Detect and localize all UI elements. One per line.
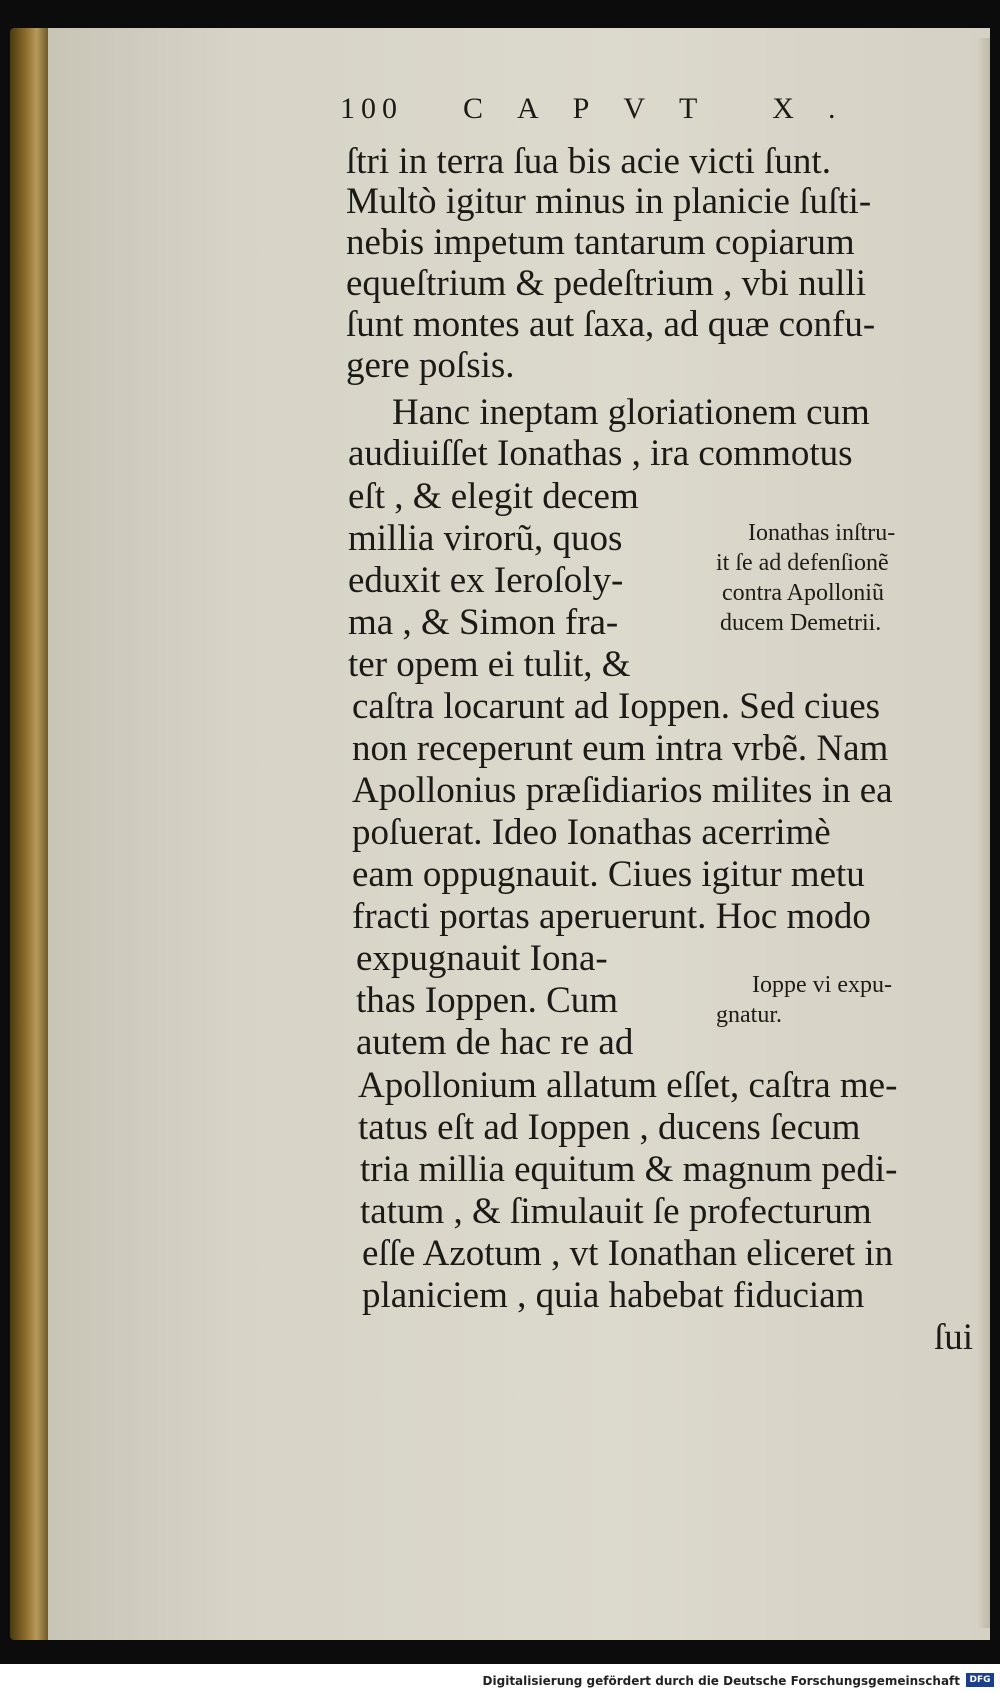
text-line: caſtra locarunt ad Ioppen. Sed ciues bbox=[352, 686, 881, 727]
page-number: 100 bbox=[340, 92, 403, 125]
text-line: Apollonium allatum eſſet, caſtra me- bbox=[358, 1065, 898, 1106]
marginal-note-line: Ioppe vi expu- bbox=[752, 972, 892, 998]
text-line: Hanc ineptam gloriationem cum bbox=[392, 392, 870, 433]
book-spine bbox=[10, 28, 48, 1640]
text-line: eſſe Azotum , vt Ionathan eliceret in bbox=[362, 1233, 894, 1274]
catchword: ſui bbox=[934, 1317, 974, 1358]
text-line: ma , & Simon fra- bbox=[348, 602, 619, 643]
text-line: fracti portas aperuerunt. Hoc modo bbox=[352, 896, 871, 937]
marginal-note-line: it ſe ad defenſionẽ bbox=[716, 550, 889, 576]
text-line: equeſtrium & pedeſtrium , vbi nulli bbox=[346, 263, 866, 304]
running-head bbox=[340, 92, 869, 126]
marginal-note-line: gnatur. bbox=[716, 1002, 782, 1028]
text-line: tria millia equitum & magnum pedi- bbox=[360, 1149, 898, 1190]
text-line: non receperunt eum intra vrbẽ. Nam bbox=[352, 728, 889, 769]
text-line: Apollonius præſidiarios milites in ea bbox=[352, 770, 893, 811]
text-line: thas Ioppen. Cum bbox=[356, 980, 619, 1021]
text-line: expugnauit Iona- bbox=[356, 938, 608, 979]
text-line: millia virorũ, quos bbox=[348, 518, 623, 559]
marginal-note-line: ducem Demetrii. bbox=[720, 610, 882, 636]
text-line: ter opem ei tulit, & bbox=[348, 644, 631, 685]
text-line: planiciem , quia habebat fiduciam bbox=[362, 1275, 865, 1316]
page-edge bbox=[976, 38, 990, 1628]
marginal-note-line: contra Apolloniũ bbox=[722, 580, 884, 606]
text-line: autem de hac re ad bbox=[356, 1022, 634, 1063]
chapter-title: CAPVT X. bbox=[463, 92, 870, 125]
marginal-note-line: Ionathas inſtru- bbox=[748, 520, 896, 546]
text-line: eduxit ex Ieroſoly- bbox=[348, 560, 624, 601]
text-line: ſunt montes aut ſaxa, ad quæ confu- bbox=[346, 304, 876, 345]
text-line: nebis impetum tantarum copiarum bbox=[346, 222, 855, 263]
footer-bar bbox=[0, 1664, 1000, 1692]
funding-credit: Digitalisierung gefördert durch die Deutsche Forschungsgemeinschaft bbox=[482, 1674, 960, 1688]
text-line: tatum , & ſimulauit ſe profecturum bbox=[360, 1191, 872, 1232]
text-line: Multò igitur minus in planicie ſuſti- bbox=[346, 181, 872, 222]
text-line: eſt , & elegit decem bbox=[348, 476, 639, 517]
text-line: ſtri in terra ſua bis acie victi ſunt. bbox=[346, 141, 831, 182]
text-line: audiuiſſet Ionathas , ira commotus bbox=[348, 433, 853, 474]
dfg-logo: DFG bbox=[966, 1673, 994, 1687]
text-line: poſuerat. Ideo Ionathas acerrimè bbox=[352, 812, 831, 853]
text-line: eam oppugnauit. Ciues igitur metu bbox=[352, 854, 865, 895]
text-line: tatus eſt ad Ioppen , ducens ſecum bbox=[358, 1107, 861, 1148]
text-line: gere poſsis. bbox=[346, 345, 515, 386]
